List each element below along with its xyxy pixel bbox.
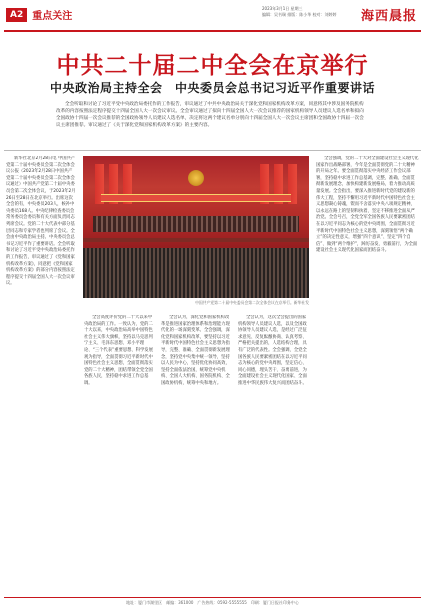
stage-edge: [83, 238, 309, 242]
article-column-right: [316, 156, 419, 590]
audience-rows: [83, 248, 309, 298]
presidium-rows: [93, 216, 299, 232]
article-subheadline: 中央政治局主持全会 中央委员会总书记习近平作重要讲话: [49, 81, 375, 95]
masthead-divider: [4, 30, 421, 32]
section-name: 重点关注: [32, 11, 73, 22]
newspaper-logo: 海西晨报: [360, 9, 417, 24]
footer-divider: [4, 597, 421, 598]
column-text: 全会认为，深化党和国家机构改革是推进国家治理体系和治理能力现代化的一场深刻变革。全会强调，深化党和国家机构改革，要坚持以习近平新时代中国特色社会主义思想为指导，完整、准确、全面贯彻新发展理念，坚持党中央集中统一领导，坚持以人民为中心，坚持优化协同高效，坚持全面依法治国，统筹党中央机构、全国人大机构、国务院机构、全国政协机构，统筹中央和地方。: [161, 315, 230, 386]
column-text: 新华社北京2月28日电 中国共产党第二十届中央委员会第二次全体会议公报（2023年2月28日中国共产党第二十届中央委员会第二次全体会议通过）中国共产党第二十届中央委员会第二次全体会议，于2023年2月26日至28日在北京举行。出席这次全会的有，中央委员203人，候补中央委员168人。中央纪律检查委员会常务委员会委员和有关方面负责同志列席会议。党的二十大代表中部分基层同志和专家学者也列席了会议。全会由中央政治局主持。中央委员会总书记习近平作了重要讲话。全会听取和讨论了习近平受中央政治局委托作的工作报告，审议通过了《党和国家机构改革方案》，同意把《党和国家机构改革方案》的部分内容按照法定程序提交十四届全国人大一次会议审议。: [6, 156, 76, 287]
article-column-center-1: [84, 315, 154, 590]
article-column-left: [6, 156, 76, 590]
editor-credits: 编辑：吴书瑞 排版：陈小华 校对：刘婷婷: [262, 12, 337, 17]
masthead-info: [262, 6, 337, 18]
page-footer: 地址：厦门市湖里区 邮编：361000 广告热线：0592-5555555 印刷：厦门日报社印务中心: [126, 600, 299, 605]
column-text: 全会高度评价党的二十大以来中央政治局的工作。一致认为，党的二十大以来，中央政治局高举中国特色社会主义伟大旗帜，坚持以马克思列宁主义、毛泽东思想、邓小平理论、“三个代表”重要思想、科学发展观为指导，全面贯彻习近平新时代中国特色社会主义思想，全面贯彻落实党的二十大精神，团结带领全党全国各族人民，坚持稳中求进工作总基调。: [84, 315, 153, 386]
column-text: 全会认为，这次全会提出的国家机构领导人员建议人选，以及全国政协领导人员建议人选，是经过广泛征求意见、反复酝酿协商、认真考察、严格把关提出的，人选结构合理，具有广泛的代表性。全会强调，全党全国各族人民要紧密团结在以习近平同志为核心的党中央周围，坚定信心、同心同德，埋头苦干、奋勇前进，为全面建设社会主义现代化国家、全面推进中华民族伟大复兴而团结奋斗。: [238, 315, 307, 386]
issue-date: 2023年3月1日 星期三: [262, 6, 303, 11]
section-tab: [6, 7, 72, 22]
stage-banner: [101, 194, 291, 202]
article-column-center-2: [161, 315, 231, 590]
page-number: A2: [6, 8, 27, 22]
article-column-center-3: [238, 315, 308, 590]
column-text: 全会强调，党的二十大对全面建设社会主义现代化国家作出战略部署，今年是全面贯彻党的二十大精神的开局之年。要全面贯彻落实中央经济工作会议部署，坚持稳中求进工作总基调，完整、准确、全面贯彻新发展理念，加快构建新发展格局，着力推动高质量发展。全会指出，要深入推进新时代党的建设新的伟大工程，坚持不懈用习近平新时代中国特色社会主义思想凝心铸魂，锲而不舍落实中央八项规定精神，以永远在路上的坚韧和执着，坚定不移推进全面从严治党。全会号召，全党全军全国各族人民要紧密团结在以习近平同志为核心的党中央周围，全面贯彻习近平新时代中国特色社会主义思想，深刻领悟“两个确立”的决定性意义，增强“四个意识”、坚定“四个自信”、做到“两个维护”，踔厉奋发、勇毅前行，为全面建设社会主义现代化国家而团结奋斗。: [316, 156, 419, 254]
article-lede: 全会听取和讨论了习近平受中央政治局委托作的工作报告，审议通过了中共中央政治局关于深化党和国家机构改革方案，同意将其中涉及国务院机构改革的内容按照法定程序提交十四届全国人大一次会议审议。全会审议通过了拟向十四届全国人大一次会议推荐的国家机构领导人员建议人选名单和拟向全国政协十四届一次会议推荐的全国政协领导人员建议人选名单，决定将这两个建议名单分别向十四届全国人大一次会议主席团和全国政协十四届一次会议主席团推荐。审议通过了《关于深化党和国家机构改革方案》的主要内容。: [56, 102, 364, 128]
photo-caption: 中国共产党第二十届中央委员会第二次全体会议在京举行。新华社发: [195, 300, 309, 305]
article-headline: 中共二十届二中全会在京举行: [56, 53, 369, 79]
newspaper-masthead: [0, 0, 425, 30]
lede-divider: [4, 150, 421, 151]
party-emblem-icon: [188, 170, 204, 186]
plenary-session-photo: [83, 156, 309, 298]
